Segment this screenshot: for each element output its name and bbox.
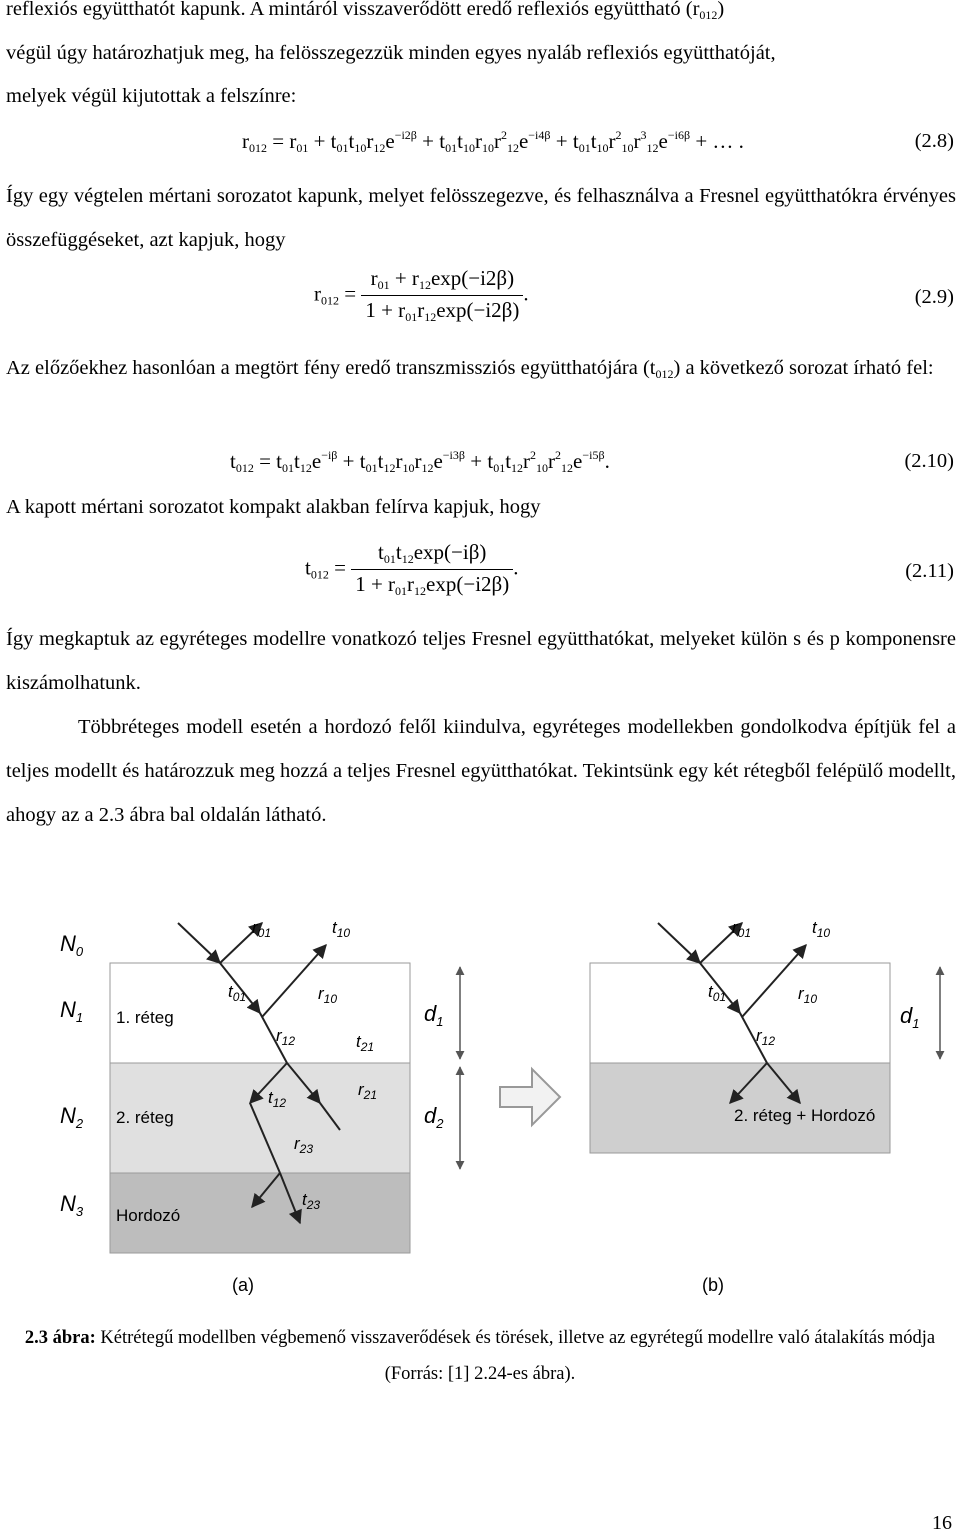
n2-label: $N_2$ <box>60 1103 84 1131</box>
n1-label: $N_1$ <box>60 997 84 1025</box>
svg-text:d1: $d_1$ <box>424 1001 444 1029</box>
text-line-1 <box>6 0 724 23</box>
svg-text:t12: $t_{12}$ <box>268 1088 287 1110</box>
equation-number-2-10: (2.10) <box>904 450 954 472</box>
paragraph-3-sub: 012 <box>655 367 674 381</box>
svg-text:d2: $d_2$ <box>424 1103 444 1131</box>
figure-panel-a <box>60 918 460 1295</box>
svg-text:t01: $t_{01}$ <box>708 982 727 1004</box>
svg-text:r10: $r_{10}$ <box>318 984 338 1006</box>
fraction-2-9: $\frac{r_{01} + r_{12}\exp(-i2\beta)}{1 + r_{01}r_{12}\exp(-i2\beta)}$ <box>361 266 523 325</box>
equation-number-2-9: (2.9) <box>914 286 954 308</box>
paragraph-6: Többréteges modell esetén a hordozó felől kiindulva, egyréteges modellekben gondolkodva építjük fel a teljes modellt és határozzuk meg hozzá a teljes Fresnel együtthatókat. Tekintsünk egy két rétegből felépülő modellt, ahogy az a 2.3 ábra bal oldalán látható. <box>6 716 956 826</box>
panel-a-label: (a) <box>232 1275 254 1295</box>
caption-label: 2.3 ábra: <box>24 1328 96 1348</box>
equation-2-10: $t_{012} = t_{01}t_{12}e^{-i\beta} + t_{01}t_{12}r_{10}r_{12}e^{-i3\beta} + t_{01}t_{12}r^2_{10}r^2_{12}e^{-i5\beta}$. <box>230 448 610 475</box>
svg-text:r21: $r_{21}$ <box>358 1080 378 1102</box>
n3-label: $N_3$ <box>60 1191 84 1219</box>
equation-2-11: $t_{012}$ = $\frac{t_{01}t_{12}\exp(-i\beta)}{1 + r_{01}r_{12}\exp(-i2\beta)}$ . <box>305 540 519 598</box>
svg-text:r23: $r_{23}$ <box>294 1134 314 1156</box>
fraction-2-11: $\frac{t_{01}t_{12}\exp(-i\beta)}{1 + r_{01}r_{12}\exp(-i2\beta)}$ <box>351 540 513 599</box>
transform-arrow <box>500 1069 560 1125</box>
equation-2-9: $r_{012}$ = $\frac{r_{01} + r_{12}\exp(-i2\beta)}{1 + r_{01}r_{12}\exp(-i2\beta)}$ . <box>314 266 529 324</box>
layer-2-label: 2. réteg <box>116 1108 174 1127</box>
text-line-1-end: ) <box>717 0 725 20</box>
svg-text:t01: $t_{01}$ <box>228 982 247 1004</box>
substrate-label: Hordozó <box>116 1206 181 1225</box>
equation-number-2-11: (2.11) <box>905 560 954 582</box>
paragraph-3 <box>6 346 956 396</box>
paragraph-4: A kapott mértani sorozatot kompakt alakban felírva kapjuk, hogy <box>6 496 541 518</box>
svg-text:r12: $r_{12}$ <box>276 1026 296 1048</box>
n0-label: $N_0$ <box>60 931 84 959</box>
panel-b-label: (b) <box>702 1275 724 1295</box>
svg-text:r12: $r_{12}$ <box>756 1026 776 1048</box>
svg-text:d1: $d_1$ <box>900 1003 920 1031</box>
text-line-2: végül úgy határozhatjuk meg, ha felösszegezzük minden egyes nyaláb reflexiós együtthatóját, <box>6 42 776 64</box>
layer-1-label: 1. réteg <box>116 1008 174 1027</box>
text-line-1-sub: 012 <box>699 8 718 22</box>
paragraph-3-main: Az előzőekhez hasonlóan a megtört fény eredő transzmissziós együtthatójára (t <box>6 357 656 379</box>
paragraph-3-end: ) a következő sorozat írható fel: <box>673 357 934 379</box>
equation-number-2-8: (2.8) <box>914 130 954 152</box>
caption-text: Kétrétegű modellben végbemenő visszaverődések és törések, illetve az egyrétegű modellre való átalakítás módja (Forrás: [1] 2.24-es ábra). <box>95 1328 936 1384</box>
paragraph-2: Így egy végtelen mértani sorozatot kapunk, melyet felösszegezve, és felhasználva a Fresnel együtthatókra érvényes összefüggéseket, azt kapjuk, hogy <box>6 185 956 251</box>
svg-text:t10: $t_{10}$ <box>812 918 831 940</box>
svg-text:r10: $r_{10}$ <box>798 984 818 1006</box>
text-line-1-main: reflexiós együtthatót kapunk. A mintáról visszaverődött eredő reflexiós együttható (r <box>6 0 700 20</box>
figure-caption <box>0 1320 960 1392</box>
svg-text:r01: $r_{01}$ <box>252 918 272 940</box>
svg-text:r01: $r_{01}$ <box>732 918 752 940</box>
paragraph-5: Így megkaptuk az egyréteges modellre vonatkozó teljes Fresnel együtthatókat, melyeket külön s és p komponensre kiszámolhatunk. <box>6 628 956 694</box>
merged-layer-label: 2. réteg + Hordozó <box>734 1106 876 1125</box>
figure-2-3 <box>0 905 960 1305</box>
figure-panel-b <box>590 918 940 1295</box>
equation-2-8: $r_{012} = r_{01} + t_{01}t_{10}r_{12}e^{-i2\beta} + t_{01}t_{10}r_{10}r^2_{12}e^{-i4\beta} + t_{01}t_{10}r^2_{10}r^3_{12}e^{-i6\beta}$ + … . <box>242 128 744 155</box>
text-line-3: melyek végül kijutottak a felszínre: <box>6 85 297 107</box>
page-number: 16 <box>932 1512 952 1534</box>
svg-text:t21: $t_{21}$ <box>356 1032 375 1054</box>
svg-text:t23: $t_{23}$ <box>302 1190 321 1212</box>
svg-text:t10: $t_{10}$ <box>332 918 351 940</box>
